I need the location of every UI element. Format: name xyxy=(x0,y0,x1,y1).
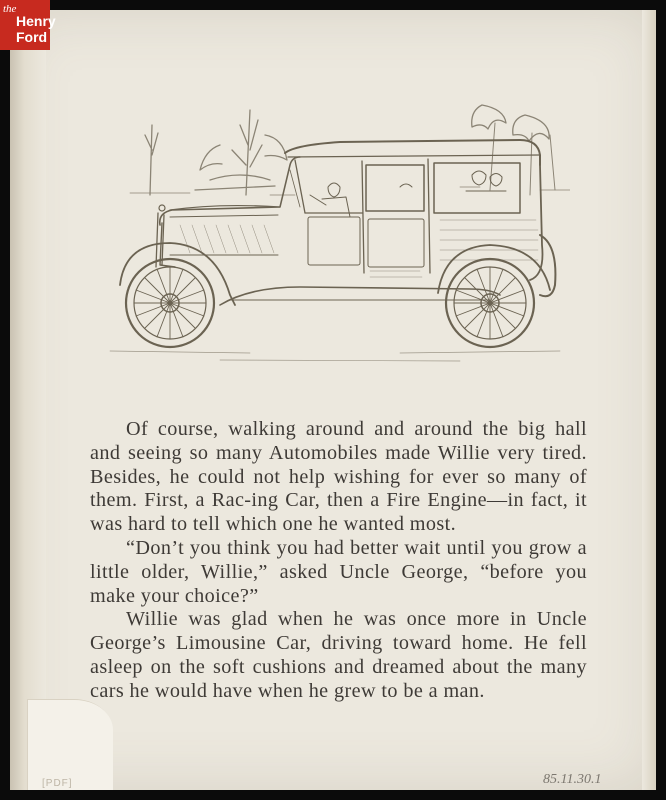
accession-number: 85.11.30.1 xyxy=(543,772,602,787)
trees-left xyxy=(130,110,295,195)
story-paragraph-2: “Don’t you think you had better wait until you grow a little older, Willie,” asked Uncle George, “before you make your choice?” xyxy=(90,536,587,607)
book-page xyxy=(10,10,656,790)
page-edge xyxy=(642,10,656,790)
logo-text-ford: Ford xyxy=(16,29,48,45)
page-spine xyxy=(10,10,46,790)
torn-page-corner xyxy=(28,700,113,790)
limousine-car-illustration xyxy=(100,95,570,370)
story-text xyxy=(90,418,587,704)
trees-right xyxy=(460,105,570,195)
logo-text-henry: Henry xyxy=(16,13,56,29)
front-wheel xyxy=(126,259,214,347)
story-paragraph-1: Of course, walking around and around the big hall and seeing so many Automobiles made Willie very tired. Besides, he could not help wishing for ever so many of them. First, a Rac-ing Car, then a Fire Engine—in fact, it was hard to tell which one he wanted most. xyxy=(90,418,587,536)
henry-ford-logo xyxy=(0,0,56,50)
rear-wheel xyxy=(446,259,534,347)
story-paragraph-3: Willie was glad when he was once more in Uncle George’s Limousine Car, driving toward home. He fell asleep on the soft cushions and dreamed about the many cars he would have when he grew to be a man. xyxy=(90,608,587,702)
faded-stamp: [PDF] xyxy=(42,778,73,789)
logo-text-the: the xyxy=(3,3,17,15)
